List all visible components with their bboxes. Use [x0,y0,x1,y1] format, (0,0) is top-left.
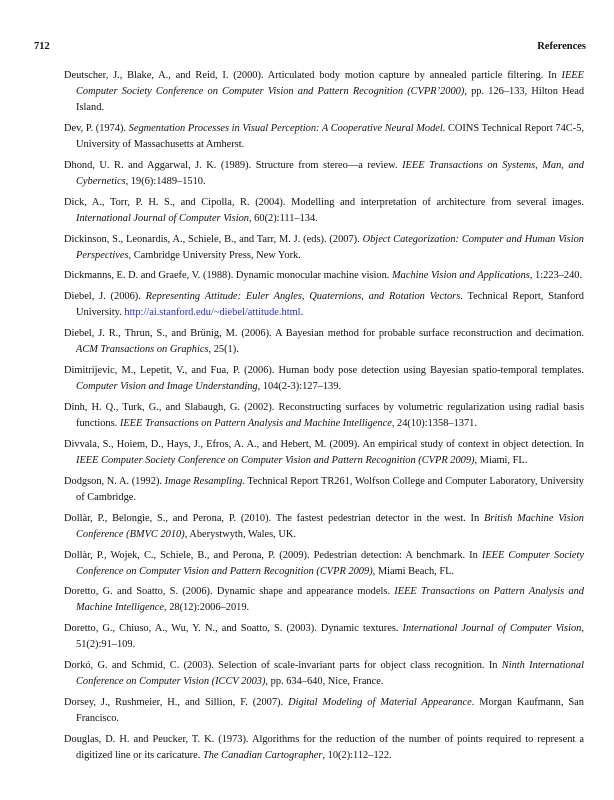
reference-details: . Morgan Kaufmann, San Francisco. [76,697,584,725]
reference-text: Dorkó, G. and Schmid, C. (2003). Selection of scale-invariant parts for object class recognition. In [64,660,502,672]
reference-text: Dorsey, J., Rushmeier, H., and Sillion, F. (2007). [64,697,289,709]
reference-venue-italic: Machine Vision and Applications [392,270,530,282]
reference-entry [64,326,584,358]
reference-text: Dodgson, N. A. (1992). [64,475,165,487]
reference-text: Diebel, J. R., Thrun, S., and Brünig, M. (2006). A Bayesian method for probable surface reconstruction and decimation. [64,328,584,340]
reference-details: , 28(12):2006–2019. [164,602,250,614]
reference-venue-italic: Segmentation Processes in Visual Perception: A Cooperative Neural Model [128,122,443,134]
reference-entry [64,695,584,727]
reference-venue-italic: IEEE Transactions on Pattern Analysis and Machine Intelligence [119,418,392,430]
reference-details: , 19(6):1489–1510. [125,175,206,187]
reference-list [64,68,584,769]
reference-venue-italic: International Journal of Computer Vision [76,212,249,224]
reference-venue-italic: Ninth International Conference on Computer Vision (ICCV 2003) [76,660,585,688]
reference-details: , 24(10):1358–1371. [391,418,477,430]
reference-entry [64,68,584,116]
reference-entry [64,232,584,264]
reference-entry [64,621,584,653]
reference-text: Dick, A., Torr, P. H. S., and Cipolla, R. (2004). Modelling and interpretation of architecture from several images. [64,196,584,208]
reference-venue-italic: Digital Modeling of Material Appearance [288,697,472,709]
reference-entry [64,158,584,190]
reference-venue-italic: IEEE Computer Society Conference on Computer Vision and Pattern Recognition (CVPR 2009) [76,454,475,466]
reference-trailing: . [300,307,304,319]
reference-text: Dickinson, S., Leonardis, A., Schiele, B., and Tarr, M. J. (eds). (2007). [64,233,363,245]
reference-entry [64,363,584,395]
reference-details: , Miami Beach, FL. [372,565,455,577]
reference-details: , pp. 634–640, Nice, France. [265,676,384,688]
reference-details: , Cambridge University Press, New York. [128,249,301,261]
reference-venue-italic: Object Categorization: Computer and Human Vision Perspectives [76,233,584,261]
reference-text: Divvala, S., Hoiem, D., Hays, J., Efros, A. A., and Hebert, M. (2009). An empirical study of context in object detection. In [64,438,584,450]
reference-details: , 10(2):112–122. [322,750,392,762]
reference-entry [64,584,584,616]
page-header [34,41,586,55]
reference-entry [64,658,584,690]
reference-text: Dev, P. (1974). [64,122,129,134]
reference-details: , 25(1). [208,344,239,356]
reference-venue-italic: Image Resampling [164,475,243,487]
reference-text: Dollàr, P., Wojek, C., Schiele, B., and Perona, P. (2009). Pedestrian detection: A benchmark. In [64,549,482,561]
reference-venue-italic: Computer Vision and Image Understanding [76,381,258,393]
reference-venue-italic: Representing Attitude: Euler Angles, Quaternions, and Rotation Vectors [145,291,461,303]
reference-details: , 1:223–240. [529,270,583,282]
reference-text: Diebel, J. (2006). [64,291,146,303]
reference-details: . Technical Report TR261, Wolfson College and Computer Laboratory, University of Cambridge. [76,475,584,503]
page-number: 712 [34,41,50,52]
reference-text: Dhond, U. R. and Aggarwal, J. K. (1989). Structure from stereo—a review. [64,159,403,171]
reference-text: Dimitrijevic, M., Lepetit, V., and Fua, P. (2006). Human body pose detection using Bayesian spatio-temporal templates. [64,365,584,377]
reference-entry [64,437,584,469]
reference-entry [64,732,584,764]
reference-entry [64,548,584,580]
reference-venue-italic: IEEE Transactions on Systems, Man, and Cybernetics [76,159,584,187]
reference-entry [64,268,584,284]
reference-venue-italic: ACM Transactions on Graphics [76,344,209,356]
reference-details: , 51(2):91–109. [76,623,584,651]
reference-details: , Aberystwyth, Wales, UK. [184,528,296,540]
reference-text: Doretto, G. and Soatto, S. (2006). Dynamic shape and appearance models. [64,586,395,598]
reference-venue-italic: British Machine Vision Conference (BMVC 2010) [76,512,585,540]
reference-details: , Miami, FL. [474,454,528,466]
reference-venue-italic: IEEE Computer Society Conference on Computer Vision and Pattern Recognition (CVPR’2000) [76,70,584,97]
reference-details: . COINS Technical Report 74C-5, University of Massachusetts at Amherst. [76,122,584,150]
reference-venue-italic: International Journal of Computer Vision [402,623,582,635]
reference-details: , pp. 126–133, Hilton Head Island. [76,86,585,113]
reference-venue-italic: IEEE Computer Society Conference on Computer Vision and Pattern Recognition (CVPR 2009) [76,549,585,577]
reference-text: Dollàr, P., Belongie, S., and Perona, P. (2010). The fastest pedestrian detector in the west. In [64,512,484,524]
reference-entry [64,400,584,432]
reference-text: Doretto, G., Chiuso, A., Wu, Y. N., and Soatto, S. (2003). Dynamic textures. [64,623,403,635]
reference-entry [64,474,584,506]
reference-text: Deutscher, J., Blake, A., and Reid, I. (2000). Articulated body motion capture by annealed particle filtering. In [64,70,562,81]
reference-details: , 60(2):111–134. [248,212,318,224]
reference-details: . Technical Report, Stanford University. [76,291,584,319]
reference-text: Dickmanns, E. D. and Graefe, V. (1988). Dynamic monocular machine vision. [64,270,392,282]
reference-venue-italic: IEEE Transactions on Pattern Analysis and Machine Intelligence [76,586,584,614]
reference-details: , 104(2-3):127–139. [257,381,342,393]
reference-entry [64,195,584,227]
reference-venue-italic: The Canadian Cartographer [202,750,323,762]
reference-url-link[interactable]: http://ai.stanford.edu/~diebel/attitude.html [124,307,301,319]
reference-entry [64,511,584,543]
reference-entry [64,121,584,153]
section-title: References [537,41,586,52]
reference-entry [64,289,584,321]
reference-text: Douglas, D. H. and Peucker, T. K. (1973). Algorithms for the reduction of the number of points required to represent a digitized line or its caricature. [64,734,584,762]
reference-text: Dinh, H. Q., Turk, G., and Slabaugh, G. (2002). Reconstructing surfaces by volumetric regularization using radial basis functions. [64,402,584,430]
